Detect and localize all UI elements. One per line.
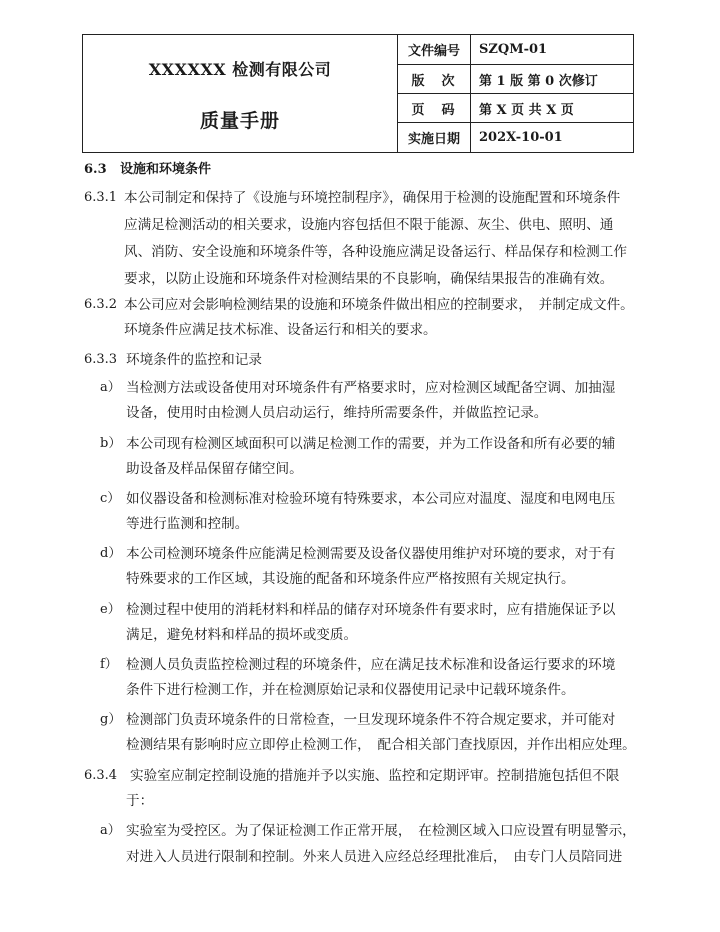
paragraph-line: 本公司制定和保持了《设施与环境控制程序》，确保用于检测的设施配置和环境条件 (124, 190, 621, 206)
page-label: 页 码 (398, 94, 471, 123)
section-number: 6.3 (84, 162, 107, 177)
list-item-line: 当检测方法或设备使用对环境条件有严格要求时，应对检测区域配备空调、加抽湿 (126, 380, 616, 396)
list-item-line: 等进行监测和控制。 (126, 516, 249, 532)
paragraph-line: 于： (126, 793, 154, 809)
edition-value: 第 1 版 第 0 次修订 (471, 65, 634, 94)
paragraph-line: 应满足检测活动的相关要求，设施内容包括但不限于能源、灰尘、供电、照明、通 (124, 217, 614, 233)
list-marker: e） (100, 602, 121, 617)
clause-number: 6.3.3 (84, 352, 118, 367)
paragraph-line: 风、消防、安全设施和环境条件等，各种设施应满足设备运行、样品保存和检测工作 (124, 244, 627, 260)
effective-date-label: 实施日期 (398, 123, 471, 153)
list-item-line: 设备，使用时由检测人员启动运行，维持所需要条件，并做监控记录。 (126, 405, 548, 421)
company-name: XXXXXX 检测有限公司 (148, 59, 332, 79)
edition-label: 版 次 (398, 65, 471, 94)
list-marker: a） (100, 823, 121, 838)
effective-date-value: 202X-10-01 (471, 123, 634, 153)
list-marker: g） (100, 712, 122, 727)
list-marker: c） (100, 491, 121, 506)
list-item-line: 实验室为受控区。为了保证检测工作正常开展， 在检测区域入口应设置有明显警示， (126, 823, 636, 839)
list-item-line: 检测结果有影响时应立即停止检测工作， 配合相关部门查找原因，并作出相应处理。 (126, 737, 636, 753)
doc-number-value: SZQM-01 (471, 35, 634, 65)
clause-number: 6.3.1 (84, 190, 118, 205)
list-marker: d） (100, 546, 122, 561)
list-item-line: 特殊要求的工作区域，其设施的配备和环境条件应严格按照有关规定执行。 (126, 571, 575, 587)
clause-number: 6.3.4 (84, 768, 118, 783)
list-item-line: 本公司检测环境条件应能满足检测需要及设备仪器使用维护对环境的要求，对于有 (126, 546, 616, 562)
company-cell (83, 35, 398, 153)
doc-number-label: 文件编号 (398, 35, 471, 65)
list-marker: b） (100, 436, 122, 451)
manual-title: 质量手册 (199, 109, 280, 132)
paragraph-line: 本公司应对会影响检测结果的设施和环境条件做出相应的控制要求， 并制定成文件。 (124, 297, 634, 313)
document-header-table (82, 34, 634, 153)
section-title: 设施和环境条件 (120, 162, 212, 177)
list-item-line: 助设备及样品保留存储空间。 (126, 461, 303, 477)
clause-title: 环境条件的监控和记录 (126, 352, 262, 368)
paragraph-line: 环境条件应满足技术标准、设备运行和相关的要求。 (124, 322, 437, 338)
list-item-line: 本公司现有检测区域面积可以满足检测工作的需要，并为工作设备和所有必要的辅 (126, 436, 616, 452)
paragraph-line: 要求，以防止设施和环境条件对检测结果的不良影响，确保结果报告的准确有效。 (124, 271, 614, 287)
list-item-line: 满足，避免材料和样品的损坏或变质。 (126, 627, 358, 643)
page-value: 第 X 页 共 X 页 (471, 94, 634, 123)
list-marker: f） (100, 657, 118, 672)
paragraph-line: 实验室应制定控制设施的措施并予以实施、监控和定期评审。控制措施包括但不限 (130, 768, 620, 784)
list-item-line: 检测过程中使用的消耗材料和样品的储存对环境条件有要求时，应有措施保证予以 (126, 602, 616, 618)
clause-number: 6.3.2 (84, 297, 118, 312)
list-item-line: 如仪器设备和检测标准对检验环境有特殊要求，本公司应对温度、湿度和电网电压 (126, 491, 616, 507)
list-item-line: 检测人员负责监控检测过程的环境条件，应在满足技术标准和设备运行要求的环境 (126, 657, 616, 673)
list-item-line: 对进入人员进行限制和控制。外来人员进入应经总经理批准后， 由专门人员陪同进 (126, 849, 623, 865)
list-marker: a） (100, 380, 121, 395)
list-item-line: 条件下进行检测工作，并在检测原始记录和仪器使用记录中记载环境条件。 (126, 682, 575, 698)
list-item-line: 检测部门负责环境条件的日常检查，一旦发现环境条件不符合规定要求，并可能对 (126, 712, 616, 728)
